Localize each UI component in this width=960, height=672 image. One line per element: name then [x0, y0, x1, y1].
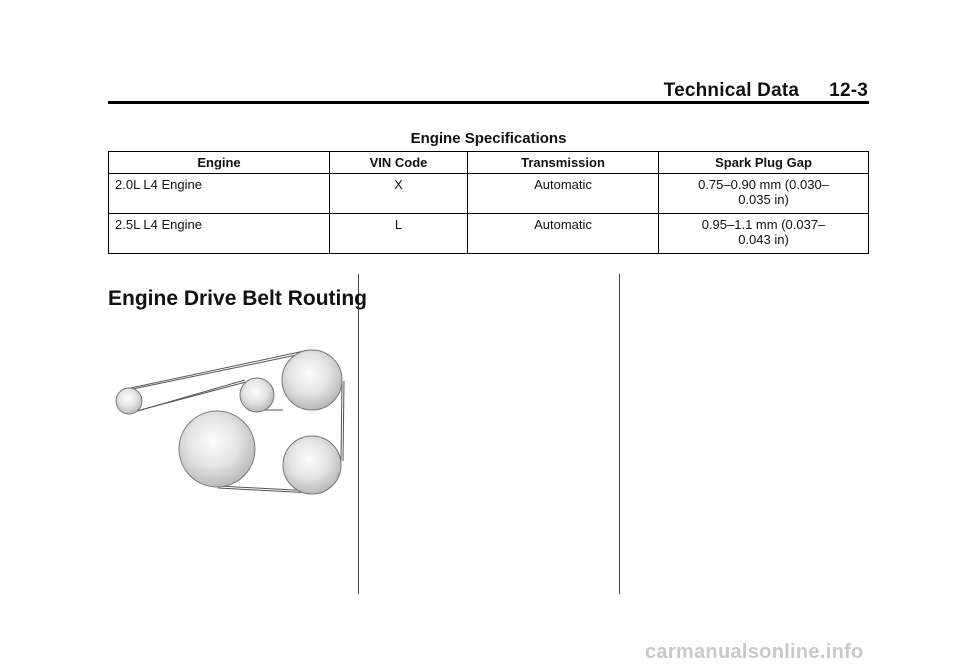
cell-engine: 2.0L L4 Engine [109, 174, 330, 214]
table-caption: Engine Specifications [410, 130, 567, 147]
page-number: 12-3 [829, 80, 868, 101]
cell-vin: L [330, 214, 468, 254]
column-header-spark-plug-gap: Spark Plug Gap [659, 152, 869, 174]
cell-transmission: Automatic [468, 174, 659, 214]
cell-spark-plug-gap: 0.95–1.1 mm (0.037–0.043 in) [701, 217, 826, 247]
column-divider-left [358, 274, 359, 594]
column-header-transmission: Transmission [468, 152, 659, 174]
belt-routing-heading: Engine Drive Belt Routing [108, 287, 368, 310]
ac-compressor-pulley [283, 436, 341, 494]
cell-engine: 2.5L L4 Engine [109, 214, 330, 254]
cell-transmission: Automatic [468, 214, 659, 254]
table-row [109, 214, 869, 254]
cell-spark-plug-gap-wrap [659, 174, 869, 214]
idler-pulley-small [116, 388, 142, 414]
belt-routing-diagram [108, 338, 348, 503]
cell-vin: X [330, 174, 468, 214]
header-rule [108, 101, 869, 104]
cell-spark-plug-gap: 0.75–0.90 mm (0.030–0.035 in) [698, 177, 829, 207]
cell-spark-plug-gap-wrap [659, 214, 869, 254]
crankshaft-pulley [179, 411, 255, 487]
page-header [664, 80, 868, 102]
watermark: carmanualsonline.info [645, 641, 864, 663]
column-header-vin: VIN Code [330, 152, 468, 174]
column-header-engine: Engine [109, 152, 330, 174]
section-title: Technical Data [663, 80, 800, 101]
table-header-row [109, 152, 869, 174]
table-row [109, 174, 869, 214]
tensioner-pulley [240, 378, 274, 412]
column-divider-right [619, 274, 620, 594]
engine-specs-table [108, 151, 869, 254]
alternator-pulley [282, 350, 342, 410]
